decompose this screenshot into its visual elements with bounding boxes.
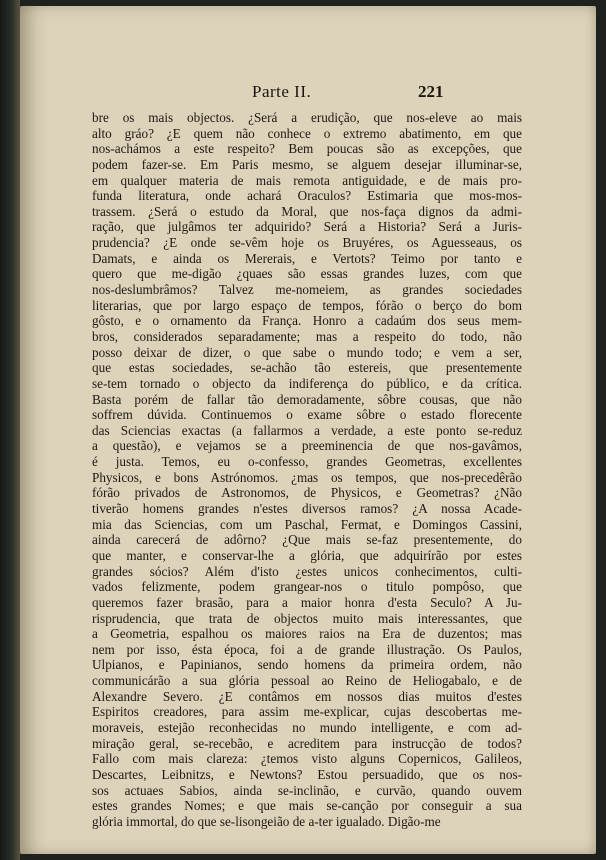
text-line: Fallo com mais clareza: ¿temos visto alguns Copernicos, Galileos, [92, 751, 522, 767]
body-text [92, 110, 522, 829]
text-line: bros, considerados separadamente; mas a respeito do todo, não [92, 328, 522, 344]
text-line: ração, que julgâmos ter adquirido? Será a Historia? Será a Juris- [92, 219, 522, 235]
text-line: soffrem dúvida. Continuemos o exame sôbre o estado florecente [92, 407, 522, 423]
text-line: se-tem tornado o objecto da indiferença do público, e da crítica. [92, 375, 522, 391]
text-line: alto gráo? ¿E quem não conhece o extremo abatimento, em que [92, 125, 522, 141]
text-line: Physicos, e bons Astrónomos. ¿mas os tempos, que nos-precedêrão [92, 469, 522, 485]
text-line: Basta porém de fallar tão demoradamente, sôbre cousas, que não [92, 391, 522, 407]
text-line: Alexandre Severo. ¿E contâmos em nossos dias muitos d'estes [92, 688, 522, 704]
text-line: literarias, que por largo espaço de tempos, fórão o berço do bom [92, 297, 522, 313]
text-line: em qualquer materia de mais remota antiguidade, e de mais pro- [92, 172, 522, 188]
text-line: gôsto, e o ornamento da França. Honro a cadaúm dos seus mem- [92, 313, 522, 329]
part-label: Parte II. [252, 82, 312, 101]
text-line: communicárão a sua glória pessoal ao Reino de Heliogabalo, e de [92, 673, 522, 689]
text-line: que manter, e conservar-lhe a glória, que adquirírão por estes [92, 547, 522, 563]
text-line: bre os mais objectos. ¿Será a erudição, que nos-eleve ao mais [92, 110, 522, 125]
text-line: que estas sociedades, se-achão tão estereis, que presentemente [92, 360, 522, 376]
text-line: glória immortal, do que se-lisongeião de a-ter igualado. Digão-me [92, 813, 441, 829]
book-binding-edge [0, 0, 20, 860]
text-line: moraveis, estejão reconhecidas no mundo intelligente, e com ad- [92, 719, 522, 735]
text-line: tiverão homens grandes n'estes diversos ramos? ¿A nossa Acade- [92, 501, 522, 517]
text-line: grandes sócios? Além d'isto ¿estes unicos conhecimentos, culti- [92, 563, 522, 579]
text-line: é justa. Temos, eu o-confesso, grandes Geometras, excellentes [92, 454, 522, 470]
text-line: ainda carecerá de adôrno? ¿Que mais se-faz presentemente, do [92, 532, 522, 548]
text-line: vados felizmente, podem grangear-nos o titulo pompôso, que [92, 579, 522, 595]
text-line: das Sciencias exactas (a fallarmos a verdade, a este ponto se-reduz [92, 422, 522, 438]
text-line: a Geometria, espalhou os maiores raios na Era de duzentos; mas [92, 626, 522, 642]
text-line: posso deixar de dizer, o que sabe o mundo todo; e vem a ser, [92, 344, 522, 360]
text-line: quero que me-digão ¿quaes são essas grandes luzes, com que [92, 266, 522, 282]
text-line: trassem. ¿Será o estudo da Moral, que nos-faça dignos da admi- [92, 203, 522, 219]
page-number: 221 [418, 82, 444, 101]
text-line: Descartes, Leibnitzs, e Newtons? Estou persuadido, que os nos- [92, 766, 522, 782]
text-line: Ulpianos, e Papinianos, sendo homens da primeira ordem, não [92, 657, 522, 673]
text-line: sos actuaes Sabios, ainda se-inclinão, e curvão, quando ouvem [92, 782, 522, 798]
text-line: Damats, e ainda os Mererais, e Vertots? Teimo por tanto e [92, 250, 522, 266]
text-line: funda literatura, onde achará Oraculos? Estimaria que mos-mos- [92, 188, 522, 204]
text-line: estes grandes Nomes; e que mais se-canção por conseguir a sua [92, 798, 522, 814]
text-line: prudencia? ¿E onde se-vêm hoje os Bruyéres, os Aguesseaus, os [92, 235, 522, 251]
text-line: fórão privados de Astronomos, de Physicos, e Geometras? ¿Não [92, 485, 522, 501]
text-line: podem fazer-se. Em Paris mesmo, se alguem desejar illuminar-se, [92, 156, 522, 172]
text-line: queremos fazer brasão, para a maior honra d'esta Seculo? A Ju- [92, 594, 522, 610]
text-line: Espiritos creadores, para assim me-explicar, cujas descobertas me- [92, 704, 522, 720]
text-line: nos-achámos a este respeito? Bem poucas são as excepções, que [92, 141, 522, 157]
text-line: miração geral, se-recebão, e acreditem para instrucção de todos? [92, 735, 522, 751]
running-header [20, 82, 596, 106]
text-line: risprudencia, que trata de objectos muito mais interessantes, que [92, 610, 522, 626]
text-line: nos-deslumbrâmos? Talvez me-nomeiem, as grandes sociedades [92, 282, 522, 298]
text-line: mia das Sciencias, com um Paschal, Fermat, e Domingos Cassini, [92, 516, 522, 532]
text-line: a questão), e vejamos se a preeminencia de que nos-gavâmos, [92, 438, 522, 454]
text-line: nem por isso, ésta época, foi a de grande illustração. Os Paulos, [92, 641, 522, 657]
book-page [20, 6, 596, 854]
